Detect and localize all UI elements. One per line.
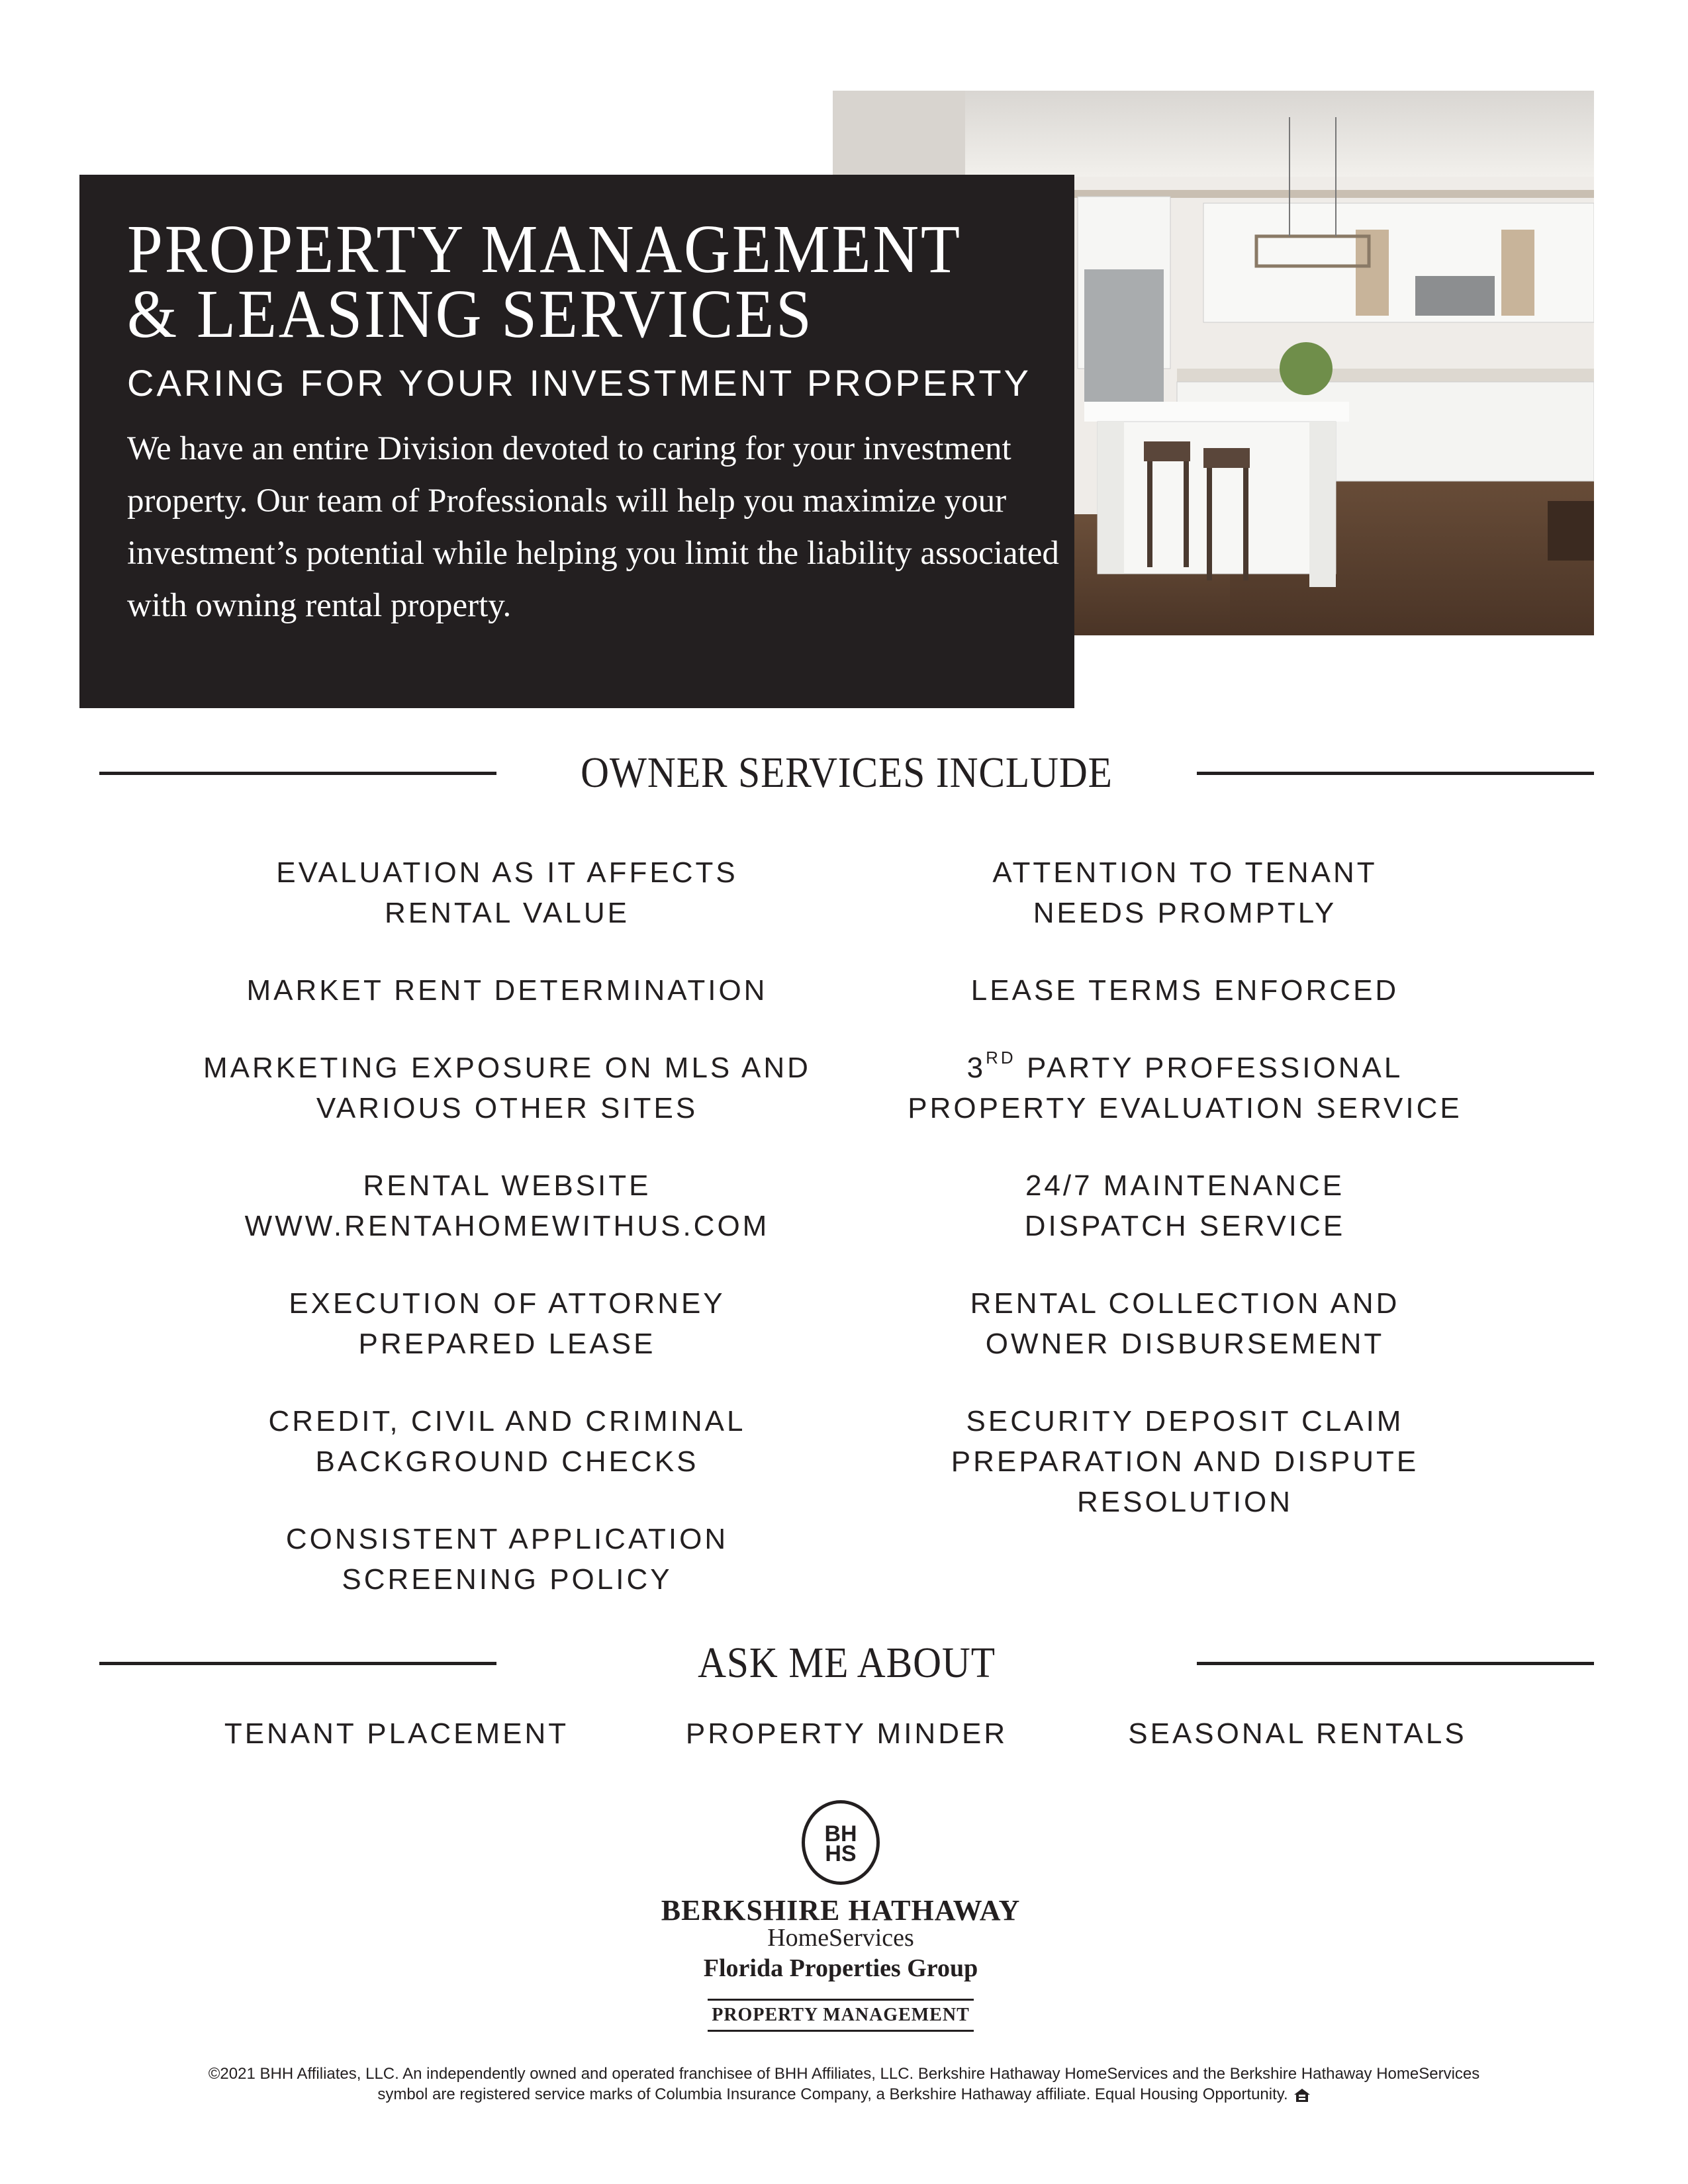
- page-title: [127, 211, 1008, 352]
- owner-services-left-column: [176, 852, 838, 1637]
- ask-item: TENANT PLACEMENT: [224, 1717, 569, 1750]
- service-item: [854, 1283, 1516, 1364]
- service-line: RENTAL VALUE: [385, 897, 630, 929]
- ask-me-heading-row: [99, 1638, 1594, 1688]
- service-text: PARTY PROFESSIONAL: [1015, 1052, 1403, 1084]
- service-item: [854, 970, 1516, 1011]
- brand-sub: HomeServices: [767, 1924, 914, 1952]
- legal-line-2: symbol are registered service marks of Columbia Insurance Company, a Berkshire Hathaway affiliate. Equal Housing Opportunity.: [377, 2085, 1288, 2103]
- service-line: EVALUATION AS IT AFFECTS: [276, 856, 738, 889]
- office-name: Florida Properties Group: [703, 1954, 978, 1982]
- legal-line-1: ©2021 BHH Affiliates, LLC. An independently owned and operated franchisee of BHH Affiliates, LLC. Berkshire Hathaway HomeServices and the Berkshire Hathaway HomeServices: [208, 2065, 1480, 2083]
- service-line: RENTAL COLLECTION AND: [970, 1287, 1400, 1320]
- service-line: VARIOUS OTHER SITES: [316, 1092, 698, 1124]
- intro-paragraph: We have an entire Division devoted to caring for your investment property. Our team of Professionals will help you maximize your investment’s potential while helping you limit the liability associated with owning rental property.: [127, 430, 1059, 624]
- service-item: [176, 1401, 838, 1482]
- title-line-2: & LEASING SERVICES: [127, 276, 814, 352]
- service-line: LEASE TERMS ENFORCED: [970, 974, 1399, 1007]
- service-item: [176, 1165, 838, 1246]
- service-line: SECURITY DEPOSIT CLAIM: [966, 1405, 1404, 1437]
- service-line: DISPATCH SERVICE: [1024, 1210, 1346, 1242]
- service-line: RENTAL WEBSITE: [363, 1169, 651, 1202]
- service-line: CREDIT, CIVIL AND CRIMINAL: [268, 1405, 746, 1437]
- owner-services-heading: OWNER SERVICES INCLUDE: [581, 749, 1113, 797]
- ask-me-heading: ASK ME ABOUT: [698, 1639, 996, 1687]
- ask-item: PROPERTY MINDER: [685, 1717, 1008, 1750]
- bhhs-logo: [645, 1800, 1036, 2032]
- service-item: [176, 852, 838, 933]
- title-line-1: PROPERTY MANAGEMENT: [127, 211, 962, 287]
- service-line: OWNER DISBURSEMENT: [985, 1328, 1385, 1360]
- seal-text: BH: [824, 1821, 857, 1846]
- service-line: PREPARATION AND DISPUTE: [951, 1445, 1419, 1478]
- service-line: MARKET RENT DETERMINATION: [246, 974, 768, 1007]
- service-item: [854, 1048, 1516, 1128]
- legal-footer: [99, 2064, 1589, 2105]
- service-text: RD: [986, 1048, 1016, 1068]
- service-item: [854, 1165, 1516, 1246]
- brand-name: BERKSHIRE HATHAWAY: [661, 1894, 1021, 1927]
- division-name: PROPERTY MANAGEMENT: [708, 1999, 974, 2032]
- service-line: 24/7 MAINTENANCE: [1025, 1169, 1345, 1202]
- service-text: 3: [966, 1052, 986, 1084]
- service-line: ATTENTION TO TENANT: [992, 856, 1378, 889]
- service-line: SCREENING POLICY: [342, 1563, 673, 1596]
- service-line: NEEDS PROMPTLY: [1033, 897, 1337, 929]
- service-line: MARKETING EXPOSURE ON MLS AND: [203, 1052, 811, 1084]
- service-item: [176, 1519, 838, 1600]
- ask-item: SEASONAL RENTALS: [1128, 1717, 1467, 1750]
- service-line: [854, 1048, 1516, 1088]
- service-item: [176, 1048, 838, 1128]
- divider: [1197, 772, 1594, 775]
- service-line: BACKGROUND CHECKS: [315, 1445, 699, 1478]
- seal-text: HS: [825, 1841, 857, 1866]
- bhhs-seal-icon: [802, 1800, 880, 1885]
- service-line: WWW.RENTAHOMEWITHUS.COM: [244, 1210, 770, 1242]
- owner-services-heading-row: [99, 748, 1594, 798]
- service-line: CONSISTENT APPLICATION: [285, 1523, 729, 1555]
- divider: [99, 772, 496, 775]
- equal-housing-icon: [1293, 2088, 1311, 2103]
- hero-panel: [79, 175, 1074, 708]
- divider: [99, 1662, 496, 1665]
- service-item: [854, 1401, 1516, 1522]
- subtitle: CARING FOR YOUR INVESTMENT PROPERTY: [127, 362, 1031, 404]
- service-line: RESOLUTION: [1076, 1486, 1293, 1518]
- service-item: [176, 1283, 838, 1364]
- divider: [1197, 1662, 1594, 1665]
- service-item: [854, 852, 1516, 933]
- owner-services-right-column: [854, 852, 1516, 1559]
- service-line: PREPARED LEASE: [358, 1328, 656, 1360]
- service-line: EXECUTION OF ATTORNEY: [289, 1287, 726, 1320]
- service-line: PROPERTY EVALUATION SERVICE: [908, 1092, 1462, 1124]
- service-item: [176, 970, 838, 1011]
